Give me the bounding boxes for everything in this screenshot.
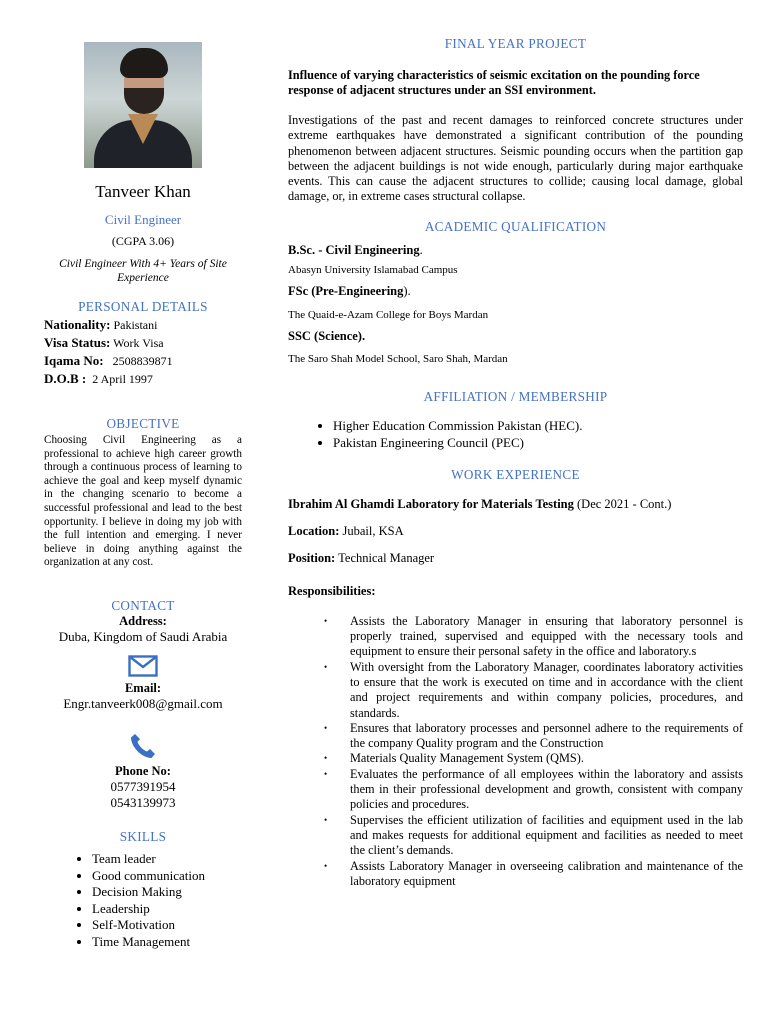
skill-item: • Good communication — [92, 868, 242, 885]
degree-bsc: B.Sc. - Civil Engineering. — [288, 242, 423, 257]
affiliation-item: • Pakistan Engineering Council (PEC) — [333, 434, 743, 451]
email-label: Email: — [124, 680, 162, 695]
work-location: Location: Jubail, KSA — [288, 523, 404, 538]
skill-item: • Time Management — [92, 934, 242, 951]
candidate-role: Civil Engineer — [104, 212, 182, 227]
address-label: Address: — [119, 613, 167, 628]
skill-item: • Team leader — [92, 851, 242, 868]
affiliation-list — [288, 417, 743, 451]
degree-ssc: SSC (Science). — [288, 328, 366, 343]
responsibility-item: • With oversight from the Laboratory Manager, coordinates laboratory activities to ensure that the work is executed on time and in accordance with the client and project requirements and within company policies, procedures, and standards. — [350, 660, 743, 721]
phone-label: Phone No: — [115, 763, 171, 778]
nationality-row: Nationality: Pakistani — [44, 317, 158, 332]
left-column — [44, 40, 242, 951]
responsibility-item: • Assists Laboratory Manager in overseeing calibration and maintenance of the laboratory equipment — [350, 859, 743, 890]
skill-item: • Decision Making — [92, 884, 242, 901]
institute-fsc: The Quaid-e-Azam College for Boys Mardan — [288, 308, 489, 321]
responsibility-item: • Ensures that laboratory processes and personnel adhere to the requirements of the company Quality program and the Construction — [350, 721, 743, 752]
phone-icon — [44, 732, 242, 760]
institute-bsc: Abasyn University Islamabad Campus — [288, 263, 458, 276]
cgpa: (CGPA 3.06) — [111, 234, 175, 248]
institute-ssc: The Saro Shah Model School, Saro Shah, Mardan — [288, 352, 508, 365]
responsibility-item: • Evaluates the performance of all employees within the laboratory and assists them in their professional development and growth, consistent with company policies and procedures. — [350, 767, 743, 813]
iqama-row: Iqama No: 2508839871 — [44, 353, 173, 368]
address-value: Duba, Kingdom of Saudi Arabia — [58, 628, 228, 644]
work-position: Position: Technical Manager — [288, 550, 435, 565]
dob-row: D.O.B : 2 April 1997 — [44, 371, 153, 386]
responsibility-item: • Assists the Laboratory Manager in ensuring that laboratory personnel is properly trained, supervised and equipped with the necessary tools and equipment to ensure their personal safety in the office and laboratory.s — [350, 614, 743, 660]
objective-text: Choosing Civil Engineering as a professional to achieve high career growth through a continuous process of learning to achieve the goal and keep myself dynamic in the changing scenario to become a successful professional and lead to the best opportunity. I believe in doing my job with the full intention and emerging. I never believe in doing anything against the organization at any cost. — [44, 434, 242, 569]
right-column — [288, 36, 743, 889]
visa-row: Visa Status: Work Visa — [44, 335, 164, 350]
envelope-icon — [44, 655, 242, 677]
responsibility-item: • Supervises the efficient utilization of facilities and equipment used in the lab and makes requests for additional equipment and facilities as needed to meet the client’s demands. — [350, 813, 743, 859]
phone-2[interactable]: 0543139973 — [110, 794, 176, 810]
tagline: Civil Engineer With 4+ Years of Site Experience — [59, 258, 227, 284]
responsibilities-list — [288, 614, 743, 889]
project-text: Investigations of the past and recent damages to reinforced concrete structures under extreme earthquakes have demonstrated a significant contribution of the pounding phenomenon between adjacent structures. Seismic pounding occurs when the partition gap between the adjacent buildings is not wide enough, particularly during major earthquake events. This can cause the adjacent structures to collide; causing local damage, global damage, or, in extreme cases structural collapse. — [288, 113, 743, 204]
personal-details-heading: PERSONAL DETAILS — [78, 299, 208, 314]
candidate-name: Tanveer Khan — [95, 182, 191, 201]
project-heading: FINAL YEAR PROJECT — [444, 36, 587, 51]
work-company: Ibrahim Al Ghamdi Laboratory for Materials Testing (Dec 2021 - Cont.) — [288, 496, 672, 511]
profile-photo — [84, 42, 202, 168]
degree-fsc: FSc (Pre-Engineering). — [288, 283, 411, 298]
academic-heading: ACADEMIC QUALIFICATION — [424, 218, 607, 234]
personal-details — [44, 316, 242, 388]
affiliation-heading: AFFILIATION / MEMBERSHIP — [423, 388, 608, 404]
skill-item: • Leadership — [92, 901, 242, 918]
objective-heading: OBJECTIVE — [106, 416, 180, 431]
skill-item: • Self-Motivation — [92, 917, 242, 934]
phone-1[interactable]: 0577391954 — [110, 778, 176, 794]
project-title: Influence of varying characteristics of seismic excitation on the pounding force response of adjacent structures under an SSI environment. — [288, 68, 700, 97]
skills-heading: SKILLS — [119, 828, 167, 844]
work-heading: WORK EXPERIENCE — [451, 466, 580, 482]
email-value[interactable]: Engr.tanveerk008@gmail.com — [63, 695, 223, 711]
skills-list — [44, 851, 242, 951]
responsibility-item: • Materials Quality Management System (QMS). — [350, 751, 743, 766]
contact-heading: CONTACT — [111, 597, 175, 613]
affiliation-item: • Higher Education Commission Pakistan (HEC). — [333, 417, 743, 434]
responsibilities-heading: Responsibilities: — [288, 583, 376, 598]
